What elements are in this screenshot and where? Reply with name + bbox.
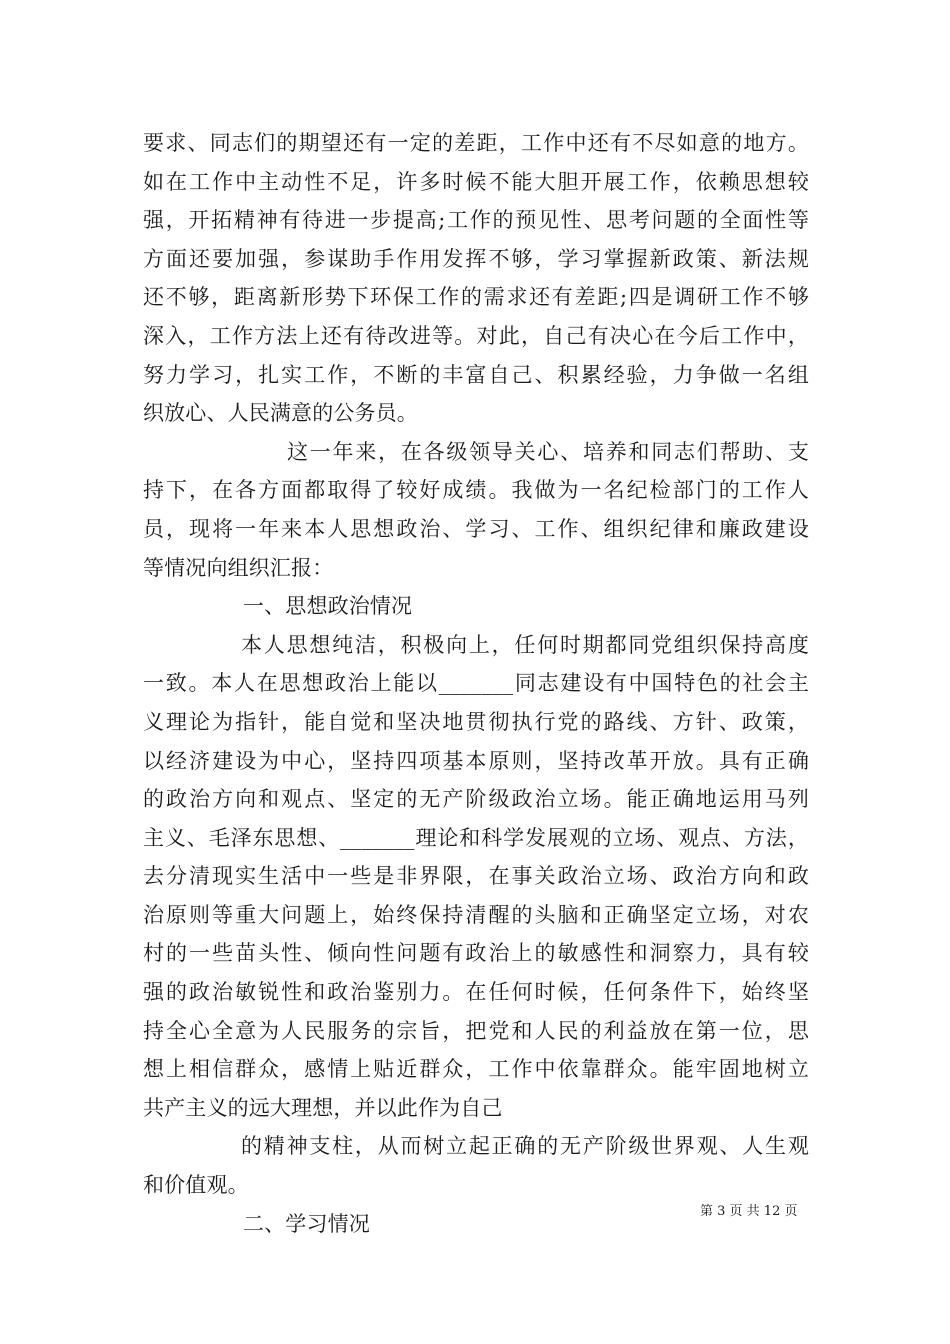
paragraph-start-line: 的精神支柱，从而树立起正确的无产阶级世界观、人生观 [241,1134,809,1159]
text-line: 想上相信群众，感情上贴近群众，工作中依靠群众。能牢固地树立 [143,1057,809,1082]
text-line: 织放心、人民满意的公务员。 [143,401,418,426]
text-line: 村的一些苗头性、倾向性问题有政治上的敏感性和洞察力，具有较 [143,941,809,966]
text-line: 共产主义的远大理想，并以此作为自己 [143,1095,503,1120]
text-line: 主义、毛泽东思想、_______理论和科学发展观的立场、观点、方法， [143,825,809,850]
text-line: 持下，在各方面都取得了较好成绩。我做为一名纪检部门的工作人 [143,478,809,503]
page-number: 第 3 页 共 12 页 [700,1204,798,1219]
text-line: 方面还要加强，参谋助手作用发挥不够，学习掌握新政策、新法规 [143,246,809,271]
text-line: 还不够，距离新形势下环保工作的需求还有差距;四是调研工作不够 [143,285,809,310]
body-text [143,124,809,1243]
section-heading-1: 一、思想政治情况 [243,594,413,619]
text-line: 要求、同志们的期望还有一定的差距，工作中还有不尽如意的地方。 [143,131,809,155]
section-heading-2: 二、学习情况 [243,1211,370,1236]
text-line: 以经济建设为中心，坚持四项基本原则，坚持改革开放。具有正确 [143,748,809,773]
text-line: 的政治方向和观点、坚定的无产阶级政治立场。能正确地运用马列 [143,787,809,812]
paragraph-start-line: 本人思想纯洁，积极向上，任何时期都同党组织保持高度 [241,632,809,657]
text-line: 深入，工作方法上还有待改进等。对此，自己有决心在今后工作中， [143,323,809,348]
text-line: 持全心全意为人民服务的宗旨，把党和人民的利益放在第一位，思 [143,1018,809,1043]
text-line: 强的政治敏锐性和政治鉴别力。在任何时候，任何条件下，始终坚 [143,980,809,1005]
text-line: 一致。本人在思想政治上能以_______同志建设有中国特色的社会主 [143,671,809,696]
text-line: 去分清现实生活中一些是非界限，在事关政治立场、政治方向和政 [143,864,809,889]
text-line: 员，现将一年来本人思想政治、学习、工作、组织纪律和廉政建设 [143,516,809,541]
text-line: 强，开拓精神有待进一步提高;工作的预见性、思考问题的全面性等 [143,208,809,233]
text-line: 努力学习，扎实工作，不断的丰富自己、积累经验，力争做一名组 [143,362,809,387]
text-line: 和价值观。 [143,1173,249,1198]
text-line: 义理论为指针，能自觉和坚决地贯彻执行党的路线、方针、政策， [143,709,809,734]
text-line: 治原则等重大问题上，始终保持清醒的头脑和正确坚定立场，对农 [143,902,809,927]
text-line: 如在工作中主动性不足，许多时候不能大胆开展工作，依赖思想较 [143,169,809,194]
paragraph-start-line: 这一年来，在各级领导关心、培养和同志们帮助、支 [287,439,809,464]
text-line: 等情况向组织汇报： [143,555,334,580]
